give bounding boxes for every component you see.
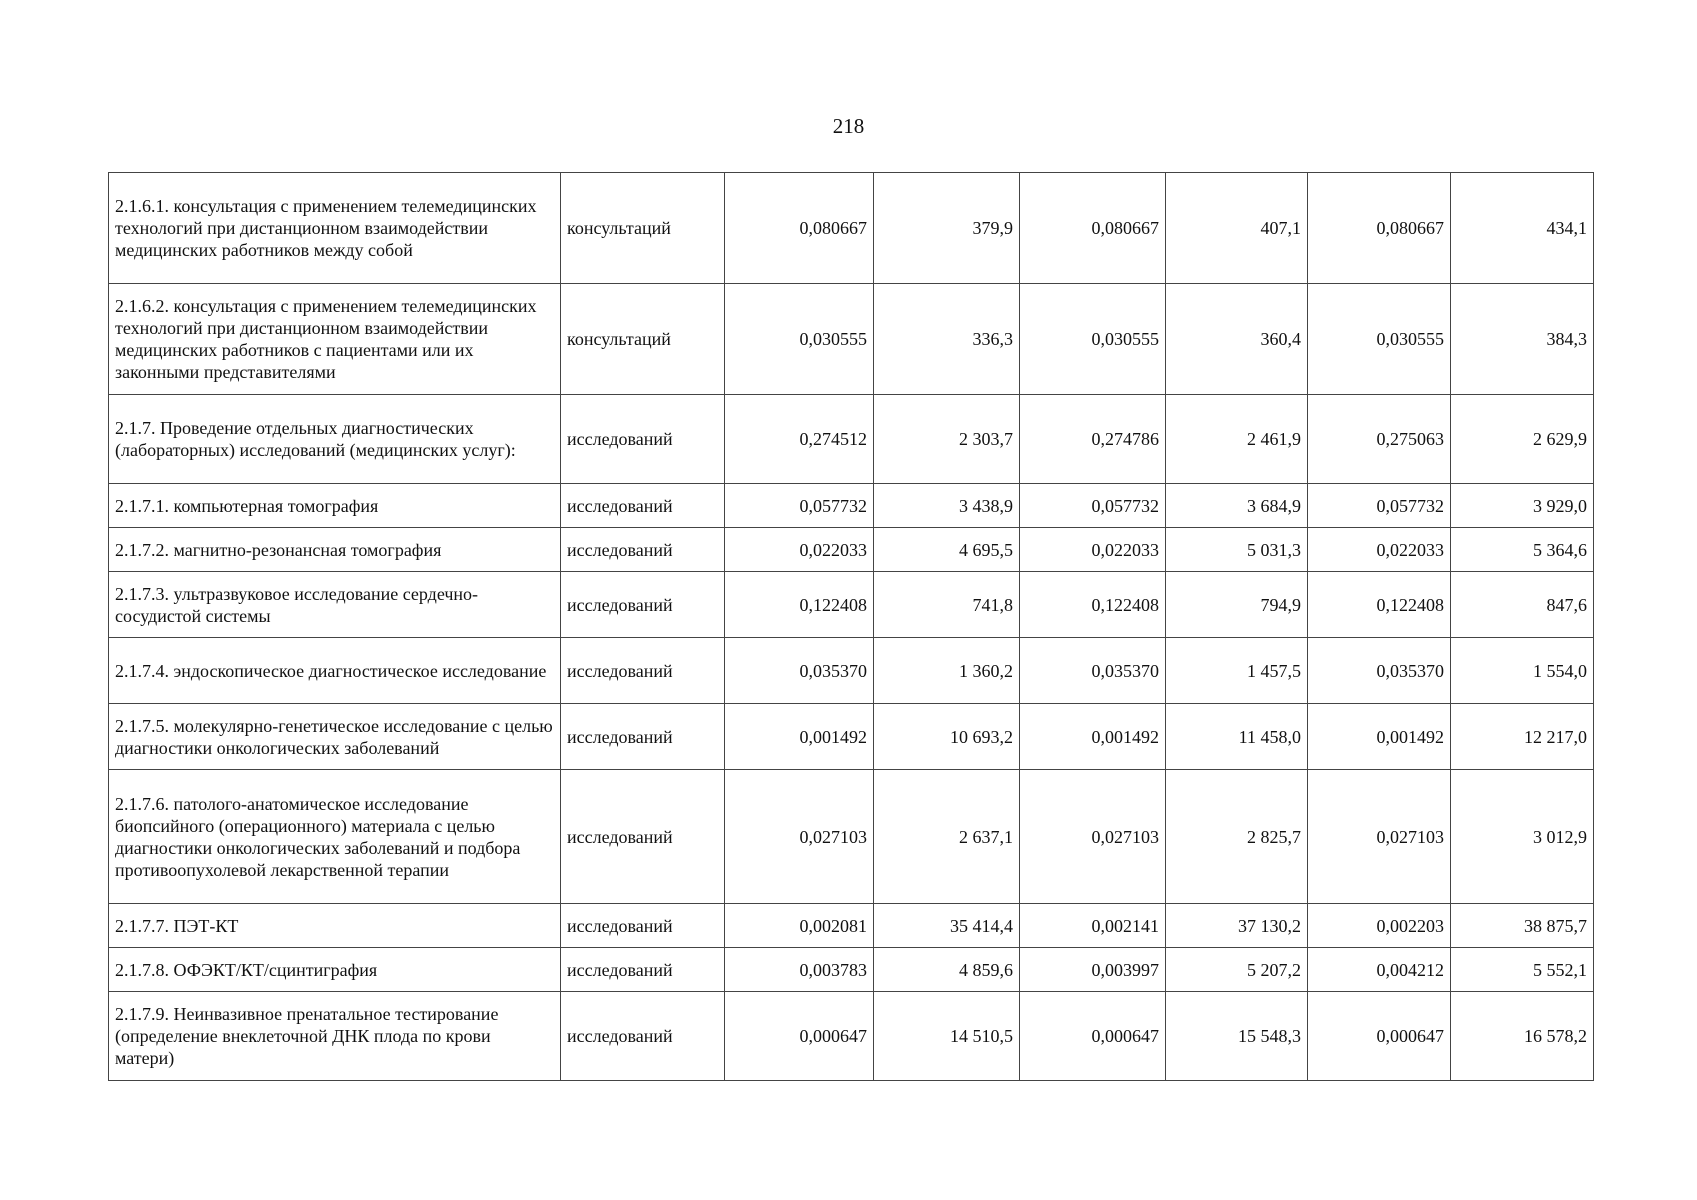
cost-year-2: 360,4	[1166, 284, 1308, 395]
volume-year-3: 0,000647	[1308, 992, 1451, 1081]
table-row	[109, 948, 1594, 992]
volume-year-1: 0,030555	[725, 284, 874, 395]
row-unit: исследований	[561, 572, 725, 638]
page-number: 218	[832, 114, 865, 138]
table-row	[109, 173, 1594, 284]
cost-year-2: 2 461,9	[1166, 395, 1308, 484]
cost-year-2: 2 825,7	[1166, 770, 1308, 904]
volume-year-2: 0,002141	[1020, 904, 1166, 948]
volume-year-3: 0,035370	[1308, 638, 1451, 704]
table-row	[109, 638, 1594, 704]
row-unit: консультаций	[561, 284, 725, 395]
cost-year-1: 2 303,7	[874, 395, 1020, 484]
cost-year-2: 37 130,2	[1166, 904, 1308, 948]
row-name: 2.1.6.1. консультация с применением телемедицинских технологий при дистанционном взаимодействии медицинских работников между собой	[109, 173, 561, 284]
cost-year-1: 14 510,5	[874, 992, 1020, 1081]
volume-year-2: 0,122408	[1020, 572, 1166, 638]
cost-year-3: 12 217,0	[1451, 704, 1594, 770]
row-unit: исследований	[561, 638, 725, 704]
cost-year-1: 336,3	[874, 284, 1020, 395]
row-unit: консультаций	[561, 173, 725, 284]
cost-year-1: 3 438,9	[874, 484, 1020, 528]
cost-year-3: 16 578,2	[1451, 992, 1594, 1081]
row-name: 2.1.7.9. Неинвазивное пренатальное тестирование (определение внеклеточной ДНК плода по крови матери)	[109, 992, 561, 1081]
cost-year-3: 5 364,6	[1451, 528, 1594, 572]
table-row	[109, 770, 1594, 904]
table-row	[109, 572, 1594, 638]
row-name: 2.1.7.2. магнитно-резонансная томография	[109, 528, 561, 572]
cost-year-2: 11 458,0	[1166, 704, 1308, 770]
volume-year-3: 0,030555	[1308, 284, 1451, 395]
row-name: 2.1.7.4. эндоскопическое диагностическое исследование	[109, 638, 561, 704]
row-unit: исследований	[561, 992, 725, 1081]
volume-year-2: 0,274786	[1020, 395, 1166, 484]
table-row	[109, 904, 1594, 948]
volume-year-3: 0,122408	[1308, 572, 1451, 638]
row-unit: исследований	[561, 528, 725, 572]
row-unit: исследований	[561, 948, 725, 992]
volume-year-3: 0,022033	[1308, 528, 1451, 572]
row-unit: исследований	[561, 484, 725, 528]
cost-year-3: 38 875,7	[1451, 904, 1594, 948]
volume-year-1: 0,035370	[725, 638, 874, 704]
volume-year-2: 0,022033	[1020, 528, 1166, 572]
table-row	[109, 704, 1594, 770]
volume-year-2: 0,080667	[1020, 173, 1166, 284]
cost-year-1: 379,9	[874, 173, 1020, 284]
volume-year-3: 0,001492	[1308, 704, 1451, 770]
cost-year-2: 15 548,3	[1166, 992, 1308, 1081]
volume-year-2: 0,000647	[1020, 992, 1166, 1081]
row-unit: исследований	[561, 770, 725, 904]
cost-year-3: 1 554,0	[1451, 638, 1594, 704]
volume-year-1: 0,080667	[725, 173, 874, 284]
cost-year-3: 3 929,0	[1451, 484, 1594, 528]
table-row	[109, 528, 1594, 572]
cost-year-3: 847,6	[1451, 572, 1594, 638]
volume-year-3: 0,002203	[1308, 904, 1451, 948]
volume-year-1: 0,027103	[725, 770, 874, 904]
volume-year-2: 0,003997	[1020, 948, 1166, 992]
cost-year-3: 3 012,9	[1451, 770, 1594, 904]
table-row	[109, 395, 1594, 484]
cost-year-2: 3 684,9	[1166, 484, 1308, 528]
volume-year-1: 0,274512	[725, 395, 874, 484]
cost-year-3: 434,1	[1451, 173, 1594, 284]
row-unit: исследований	[561, 395, 725, 484]
row-unit: исследований	[561, 904, 725, 948]
volume-year-1: 0,001492	[725, 704, 874, 770]
cost-year-2: 407,1	[1166, 173, 1308, 284]
volume-year-1: 0,003783	[725, 948, 874, 992]
volume-year-1: 0,057732	[725, 484, 874, 528]
cost-year-1: 4 859,6	[874, 948, 1020, 992]
row-name: 2.1.7. Проведение отдельных диагностических (лабораторных) исследований (медицинских услуг):	[109, 395, 561, 484]
volume-year-3: 0,275063	[1308, 395, 1451, 484]
cost-year-1: 10 693,2	[874, 704, 1020, 770]
volume-year-2: 0,030555	[1020, 284, 1166, 395]
volume-year-3: 0,057732	[1308, 484, 1451, 528]
row-name: 2.1.7.1. компьютерная томография	[109, 484, 561, 528]
row-name: 2.1.7.5. молекулярно-генетическое исследование с целью диагностики онкологических заболеваний	[109, 704, 561, 770]
table-row	[109, 284, 1594, 395]
table-row	[109, 992, 1594, 1081]
cost-year-3: 2 629,9	[1451, 395, 1594, 484]
volume-year-3: 0,080667	[1308, 173, 1451, 284]
row-name: 2.1.7.7. ПЭТ-КТ	[109, 904, 561, 948]
row-unit: исследований	[561, 704, 725, 770]
volume-year-1: 0,000647	[725, 992, 874, 1081]
row-name: 2.1.7.8. ОФЭКТ/КТ/сцинтиграфия	[109, 948, 561, 992]
volume-year-3: 0,004212	[1308, 948, 1451, 992]
cost-year-1: 4 695,5	[874, 528, 1020, 572]
row-name: 2.1.7.6. патолого-анатомическое исследование биопсийного (операционного) материала с целью диагностики онкологических заболеваний и подбора противоопухолевой лекарственной терапии	[109, 770, 561, 904]
cost-year-2: 1 457,5	[1166, 638, 1308, 704]
cost-year-2: 794,9	[1166, 572, 1308, 638]
volume-year-2: 0,027103	[1020, 770, 1166, 904]
volume-year-1: 0,002081	[725, 904, 874, 948]
cost-year-1: 741,8	[874, 572, 1020, 638]
row-name: 2.1.7.3. ультразвуковое исследование сердечно-сосудистой системы	[109, 572, 561, 638]
cost-year-1: 35 414,4	[874, 904, 1020, 948]
volume-year-3: 0,027103	[1308, 770, 1451, 904]
norms-table	[108, 172, 1594, 1081]
volume-year-2: 0,057732	[1020, 484, 1166, 528]
cost-year-3: 384,3	[1451, 284, 1594, 395]
cost-year-2: 5 207,2	[1166, 948, 1308, 992]
volume-year-2: 0,035370	[1020, 638, 1166, 704]
cost-year-2: 5 031,3	[1166, 528, 1308, 572]
volume-year-1: 0,022033	[725, 528, 874, 572]
cost-year-3: 5 552,1	[1451, 948, 1594, 992]
row-name: 2.1.6.2. консультация с применением телемедицинских технологий при дистанционном взаимодействии медицинских работников с пациентами или их законными представителями	[109, 284, 561, 395]
cost-year-1: 1 360,2	[874, 638, 1020, 704]
volume-year-1: 0,122408	[725, 572, 874, 638]
volume-year-2: 0,001492	[1020, 704, 1166, 770]
table-row	[109, 484, 1594, 528]
cost-year-1: 2 637,1	[874, 770, 1020, 904]
